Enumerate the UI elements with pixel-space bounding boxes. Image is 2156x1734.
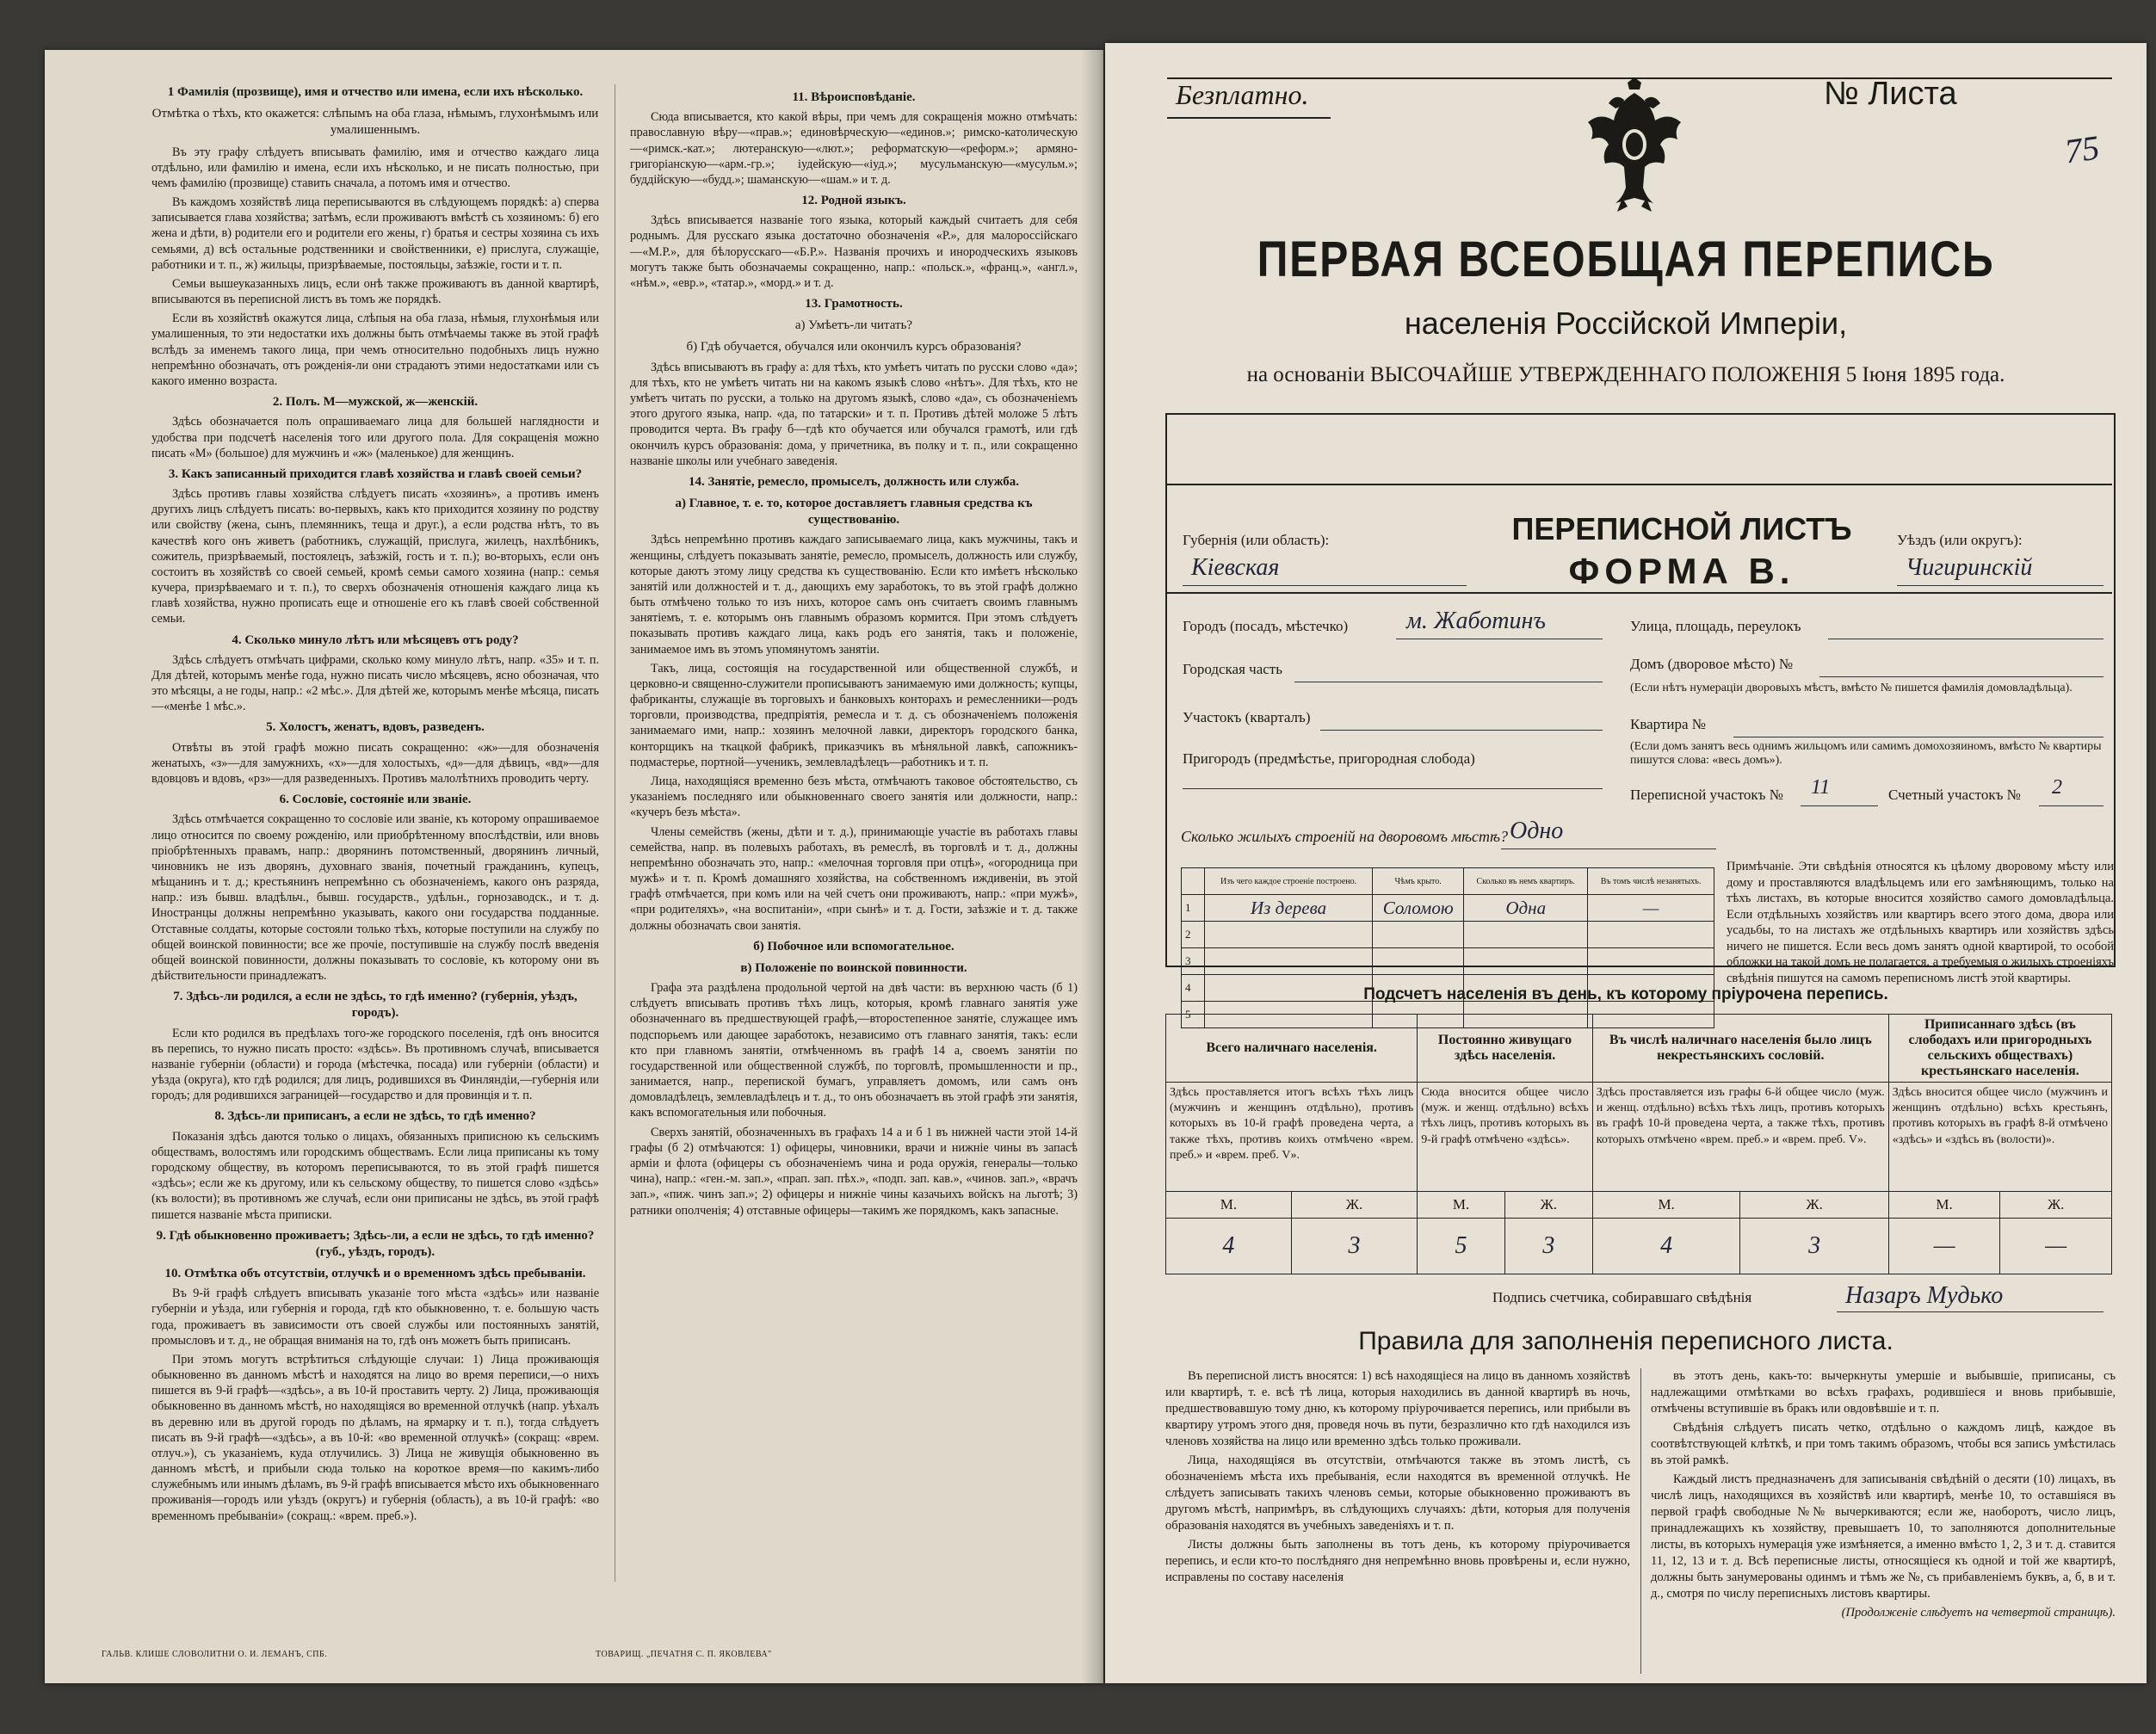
section-6-heading: 6. Сословіе, состояніе или званіе. xyxy=(279,793,472,807)
section-12-heading: 12. Родной языкъ. xyxy=(801,194,906,208)
sex-label: Ж. xyxy=(2000,1192,2112,1219)
count-value: — xyxy=(2000,1219,2112,1274)
section-13b-heading: б) Гдѣ обучается, обучался или окончилъ курсъ образованія? xyxy=(686,340,1022,355)
empty-cell: — xyxy=(1588,895,1714,922)
section-14a-heading: а) Главное, т. е. то, которое доставляетъ главныя средства къ существованію. xyxy=(675,497,1033,528)
underline xyxy=(1819,676,2103,677)
schet-uchastok-value: 2 xyxy=(2052,776,2062,799)
paragraph: Листы должны быть заполнены въ тотъ день, къ которому пріурочивается перепись, и если кто-то послѣдняго дня непремѣнно вновь провѣрены и, если нужно, исправлены по составу населенія xyxy=(1165,1537,1630,1584)
column-description: Здѣсь проставляется изъ графы 6-й общее число (муж. и женщ. отдѣльно) всѣхъ тѣхъ лицъ, противъ которыхъ въ графѣ 10-й проведена черта, а также тѣхъ, противъ которыхъ отмѣчено «врем. преб.» и «врем. преб. V». xyxy=(1592,1083,1888,1192)
printer-mark: ГАЛЬВ. КЛИШЕ СЛОВОЛИТНИ О. И. ЛЕМАНЪ, СПБ. xyxy=(102,1650,328,1659)
sex-label: Ж. xyxy=(1504,1192,1592,1219)
rules-title: Правила для заполненія переписного листа. xyxy=(1358,1327,1893,1355)
free-label: Безплатно. xyxy=(1176,79,1309,110)
empty-cell xyxy=(1588,922,1714,948)
guberniya-value: Кіевская xyxy=(1191,554,1280,581)
section-3-heading: 3. Какъ записанный приходится главѣ хозяйства и главѣ своей семьи? xyxy=(168,466,583,481)
divider xyxy=(1167,117,1331,119)
apartments-cell xyxy=(1464,922,1588,948)
count-value: 4 xyxy=(1592,1219,1740,1274)
material-cell xyxy=(1205,922,1373,948)
empty-cell xyxy=(1588,948,1714,975)
paragraph: Лица, находящіяся въ отсутствіи, отмѣчаются также въ этомъ листѣ, съ обозначеніемъ мѣста ихъ пребыванія, если находятся въ временной отлучкѣ. Не слѣдуетъ записывать такихъ членовъ семьи, которые обыкновенно проживаютъ въ другомъ мѣстѣ, напримѣръ, въ слѣдующихъ случаяхъ: дѣти, которыя для полученія образованія находятся въ учебныхъ заведеніяхъ и т. п. xyxy=(1165,1453,1630,1533)
paragraph: Лица, находящіяся временно безъ мѣста, отмѣчаютъ таковое обстоятельство, съ указаніемъ последняго или обыкновеннаго своего занятія или должности, напр.: «кучеръ безъ мѣста». xyxy=(630,774,1078,820)
paragraph: Въ каждомъ хозяйствѣ лица переписываются въ слѣдующемъ порядкѣ: а) сперва записывается глава хозяйства; затѣмъ, если проживаютъ вмѣстѣ съ хозяиномъ: б) его жена и дѣти, в) родители его и родители его жены, г) братья и сестры хозяина съ ихъ семьями, д) всѣ остальные родственники и свойственники, е) прислуга, служащіе, работники и т. п., ж) жильцы, призрѣваемые, постояльцы, заѣзжіе, гости и т. п. xyxy=(151,195,599,272)
buildings-question: Сколько жилыхъ строеній на дворовомъ мѣстѣ? xyxy=(1181,828,1508,845)
paragraph: Каждый листъ предназначенъ для записыванія свѣдѣній о десяти (10) лицахъ, въ числѣ лицъ, находящихся въ хозяйствѣ или квартирѣ, менѣе 10, то оставшіяся въ первой графѣ свободные №№ вычеркиваются; если же, наоборотъ, число лицъ, принадлежащихъ къ хозяйству, превышаетъ 10, то заполняются дополнительные листы, въ которыхъ нумерація уже измѣняется, а именно вмѣсто 1, 2, 3 и т. д. ставится 11, 12, 13 и т. д. Всѣ переписные листы, относящіеся къ одной и той же квартирѣ, должны быть занумерованы одинмъ и тѣмъ же №, съ прибавленіемъ буквъ, а, б, в и т. д., смотря по числу переписныхъ листовъ квартиры. xyxy=(1651,1472,2116,1601)
table-row xyxy=(1182,948,1714,975)
sex-label: М. xyxy=(1888,1192,2000,1219)
material-cell xyxy=(1205,948,1373,975)
street-label: Улица, площадь, переулокъ xyxy=(1630,618,1801,634)
column-description: Здѣсь вносится общее число (мужчинъ и женщинъ отдѣльно) всѣхъ крестьянъ, противъ которыхъ въ графѣ 8-й отмѣчено «здѣсь» и «здѣсь въ (волости)». xyxy=(1888,1083,2111,1192)
paragraph: Въ эту графу слѣдуетъ вписывать фамилію, имя и отчество каждаго лица отдѣльно, или фамилію и имена, если ихъ нѣсколько, и не писать полностью, при чемъ фамилію (прозвище) ставить сначала, а потомъ имя и отчество. xyxy=(151,145,599,190)
kvartira-label: Квартира № xyxy=(1630,716,1707,732)
gorod-label: Городъ (посадъ, мѣстечко) xyxy=(1183,618,1349,634)
rules-column-1 xyxy=(1165,1368,1630,1589)
dom-label: Домъ (дворовое мѣсто) № xyxy=(1630,656,1794,672)
continuation-note: (Продолженіе слѣдуетъ на четвертой страницѣ). xyxy=(1841,1605,2116,1620)
form-title: ПЕРЕПИСНОЙ ЛИСТЪ xyxy=(1511,511,1852,546)
section-8-heading: 8. Здѣсь-ли приписанъ, а если не здѣсь, то гдѣ именно? xyxy=(214,1109,536,1124)
schet-uchastok-label: Счетный участокъ № xyxy=(1888,787,2021,803)
roof-cell: Соломою xyxy=(1373,895,1464,922)
sex-label: М. xyxy=(1592,1192,1740,1219)
paragraph: Семьи вышеуказанныхъ лицъ, если онѣ также проживаютъ въ данной квартирѣ, вписываются въ переписной листъ въ томъ же порядкѣ. xyxy=(151,276,599,307)
gorod-part-label: Городская часть xyxy=(1183,661,1282,677)
paragraph: Отвѣты въ этой графѣ можно писать сокращенно: «ж»—для обозначенія женатыхъ, «з»—для замужнихъ, «х»—для холостыхъ, «д»—для дѣвицъ, «вд»—для вдовцовъ и вдовъ, «рз»—для разведенныхъ. Противъ малолѣтнихъ проводить черту. xyxy=(151,740,599,786)
table-header: Въ томъ числѣ незанятыхъ. xyxy=(1588,868,1714,895)
section-13a-heading: а) Умѣетъ-ли читать? xyxy=(794,318,913,333)
section-4-heading: 4. Сколько минуло лѣтъ или мѣсяцевъ отъ роду? xyxy=(232,633,519,647)
paragraph: При этомъ могутъ встрѣтиться слѣдующіе случаи: 1) Лица проживающія обыкновенно въ данномъ мѣстѣ и находятся на лицо во время переписи,—о нихъ пишется въ 9-й графѣ—«здѣсь», а въ 10-й проставить черту. 2) Лица, проживающія обыкновенно въ данномъ мѣстѣ, но находящіяся во временной отлучкѣ (напр. уѣхалъ въ деревню или въ другой городъ по дѣламъ, на ярмарку и т. п.), тогда слѣдуетъ писать въ 9-й графѣ—«здѣсь», а въ 10-й: «во временной отлучкѣ» (сокращ: «врем. отлуч.»), съ указаніемъ, куда отлучились. 3) Лица не живущія обыкновенно въ данномъ мѣстѣ, и прибыли сюда только на короткое время—по какимъ-либо служебнымъ или инымъ дѣламъ, въ 9-й графѣ вписывается мѣсто ихъ обыкновеннаго проживанія—городъ или уѣздъ (округъ) и губернія (область), а въ 10-й графѣ: «во временномъ пребываніи» (сокращ.: «врем. преб.»). xyxy=(151,1352,599,1523)
paragraph: Здѣсь обозначается полъ опрашиваемаго лица для большей наглядности и удобства при подсчетѣ населенія того или другого пола. Для сокращенія можно писать «М» (большое) для мужчинъ и «ж» (маленькое) для женщинъ. xyxy=(151,415,599,460)
sex-label: Ж. xyxy=(1740,1192,1888,1219)
section-1-heading: 1 Фамилія (прозвище), имя и отчество или имена, если ихъ нѣсколько. xyxy=(167,85,584,99)
paragraph: Здѣсь вписывается названіе того языка, который каждый считаетъ для себя роднымъ. Для русскаго языка достаточно обозначенія «Р.», для малороссійскаго—«М.Р.», для бѣлорусскаго—«Б.Р.». Названія прочихъ и инородческихъ языковъ могутъ также быть обозначаемы сокращенно, напр.: «польск.», «франц.», «англ.», «нѣм.», «евр.», «татар.», «морд.» и т. д. xyxy=(630,213,1078,290)
material-cell: Из дерева xyxy=(1205,895,1373,922)
count-value: 3 xyxy=(1291,1219,1417,1274)
guberniya-label: Губернія (или область): xyxy=(1183,532,1330,548)
form-subtitle: ФОРМА В. xyxy=(1568,551,1795,591)
divider xyxy=(1165,484,2112,485)
sex-label: М. xyxy=(1418,1192,1505,1219)
buildings-answer: Одно xyxy=(1510,818,1564,844)
uezd-value: Чигиринскій xyxy=(1906,554,2033,581)
section-9-heading: 9. Гдѣ обыкновенно проживаетъ; Здѣсь-ли, а если не здѣсь, то гдѣ именно? (губ., уѣздъ, городъ). xyxy=(156,1228,595,1259)
paragraph: въ этотъ день, какъ-то: вычеркнуты умершіе и выбывшіе, приписаны, съ надлежащими отмѣтками во всѣхъ графахъ, родившіеся и вновь прибывшіе, отмѣчены вступившіе въ бракъ или овдовѣвшіе и т. п. xyxy=(1651,1369,2116,1416)
row-number: 5 xyxy=(1182,1002,1205,1028)
table-header: Въ числѣ наличнаго населенія было лицъ некрестьянскихъ сословій. xyxy=(1592,1015,1888,1083)
count-value: 5 xyxy=(1418,1219,1505,1274)
section-14-heading: 14. Занятіе, ремесло, промыселъ, должность или служба. xyxy=(688,474,1020,489)
sex-label: Ж. xyxy=(1291,1192,1417,1219)
paragraph: Если въ хозяйствѣ окажутся лица, слѣпыя на оба глаза, нѣмыя, глухонѣмыя или умалишенныя, то эти недостатки ихъ должны быть отмѣчаемы также въ этой графѣ вслѣдъ за именемъ такого лица, при чемъ относительно подобныхъ лицъ нужно непремѣнно обозначать, отъ рожденія-ли они страдаютъ этими недостатками или съ какого именно возраста. xyxy=(151,312,599,388)
table-header: Чѣмъ крыто. xyxy=(1373,868,1464,895)
fold-shadow xyxy=(1081,50,1103,1683)
table-header: Всего наличнаго населенія. xyxy=(1166,1015,1418,1083)
paragraph: Члены семействъ (жены, дѣти и т. д.), принимающіе участіе въ работахъ главы семейства, напр. въ полевыхъ работахъ, въ ремеслѣ, въ торговлѣ и т. д., должны непремѣнно обозначать это, напр.: «мелочная торговля при отцѣ», «огородница при мужѣ» и т. п. Кромѣ домашняго хозяйства, на собственномъ иждивеніи, въ этой графѣ отмѣчается, при комъ или на чей счетъ они проживаютъ, напр.: «при мужѣ», «при родителяхъ», «на воспитаніи», «при сынѣ» и т. д. Гости, заѣзжіе и т. д. также должны обозначать свои занятія. xyxy=(630,824,1078,933)
section-13-heading: 13. Грамотность. xyxy=(805,297,903,312)
table-row xyxy=(1182,922,1714,948)
signature-value: Назаръ Мудько xyxy=(1845,1282,2004,1309)
rules-column-2 xyxy=(1651,1368,2116,1624)
sheet-number-label: № Листа xyxy=(1824,76,1957,112)
underline xyxy=(1320,730,1603,731)
underline xyxy=(1837,1311,2103,1312)
underline xyxy=(1501,848,1716,849)
signature-label: Подпись счетчика, собиравшаго свѣдѣнія xyxy=(1492,1289,1752,1305)
subtitle: населенія Россійской Имперіи, xyxy=(1404,305,1848,341)
kvartira-note: (Если домъ занятъ весь однимъ жильцомъ или самимъ домохозяиномъ, вмѣсто № квартиры пишутся слова: «весь домъ»). xyxy=(1630,740,2102,767)
underline xyxy=(1183,788,1603,789)
population-table xyxy=(1165,1014,2112,1274)
column-divider xyxy=(1640,1368,1641,1674)
page-title: ПЕРВАЯ ВСЕОБЩАЯ ПЕРЕПИСЬ xyxy=(1257,231,1995,287)
double-headed-eagle-icon xyxy=(1583,77,1686,215)
underline xyxy=(1183,585,1467,586)
column-description: Здѣсь проставляется итогъ всѣхъ тѣхъ лицъ (мужчинъ и женщинъ отдѣльно), противъ которыхъ въ 10-й графѣ проведена черта, а также тѣхъ, противъ коихъ отмѣчено «врем. преб.» и «врем. преб. V». xyxy=(1166,1083,1418,1192)
perepis-uchastok-value: 11 xyxy=(1811,776,1831,799)
count-value: 4 xyxy=(1166,1219,1292,1274)
buildings-note: Примѣчаніе. Эти свѣдѣнія относятся къ цѣлому дворовому мѣсту или дому и проставляются владѣльцемъ или его замѣняющимъ, только на тѣхъ листахъ, въ которые вносится хозяйство самого домовладѣльца. Если отдѣльныхъ хозяйствъ или квартиръ всего этого дома, двора или усадьбы, то на листахъ же отдѣльныхъ квартиръ или хозяйствъ здѣсь ничего не пишется. Если весь домъ занятъ одной квартирой, то особой обложки на такой домъ не полагается, а требуемыя о жилыхъ строеніяхъ свѣдѣнія пишутся на самомъ переписномъ листѣ этой квартиры. xyxy=(1727,860,2114,985)
row-number: 1 xyxy=(1182,895,1205,922)
paragraph: Въ 9-й графѣ слѣдуетъ вписывать указаніе того мѣста «здѣсь» или названіе губерніи и уѣзда, или губернія и города, гдѣ кто обыкновенно, т. е. большую часть года, проживаетъ въ зависимости отъ своей службы или постоянныхъ занятій, промысловъ и т. д., не обращая вниманія на то, гдѣ онъ можетъ быть приписанъ. xyxy=(151,1287,599,1348)
roof-cell xyxy=(1373,922,1464,948)
left-column-1 xyxy=(151,84,599,1527)
printer-mark: ТОВАРИЩ. „ПЕЧАТНЯ С. П. ЯКОВЛЕВА" xyxy=(596,1650,772,1659)
underline xyxy=(1897,585,2103,586)
table-header: Постоянно живущаго здѣсь населенія. xyxy=(1418,1015,1593,1083)
row-number: 2 xyxy=(1182,922,1205,948)
right-page xyxy=(1105,43,2147,1683)
paragraph: Здѣсь непремѣнно противъ каждаго записываемаго лица, какъ мужчины, такъ и женщины, слѣдуетъ показывать занятіе, ремесло, промыселъ, должность или службу, которые даютъ этому лицу средства къ существованію. Если кто имѣетъ нѣсколько занятій или должностей и т. д., дающихъ ему заработокъ, то въ этой графѣ должно быть отмѣчено только то изъ нихъ, которое самъ онъ считаетъ своимъ главнымъ занятіемъ, т. е. которымъ онъ главнымъ образомъ кормится. При этомъ слѣдуетъ показывать противъ каждаго лица, какъ родъ его занятія, такъ и положеніе, занимаемое имъ въ этомъ упомянутомъ занятіи. xyxy=(630,533,1078,657)
paragraph: Сюда вписывается, кто какой вѣры, при чемъ для сокращенія можно отмѣчать: православную вѣру—«прав.»; единовѣрческую—«единов.»; римско-католическую—«римск.-кат.»; лютеранскую—«лют.»; реформатскую—«реформ.»; армяно-григоріанскую—«арм.-гр.»; іудейскую—«іуд.»; мусульманскую—«мусульм.»; буддійскую—«будд.»; шаманскую—«шам.» и т. д. xyxy=(630,110,1078,187)
sheet-number-value: 75 xyxy=(2062,127,2102,171)
paragraph: Показанія здѣсь даются только о лицахъ, обязанныхъ приписною къ сельскимъ обществамъ, волостямъ или городскимъ обществамъ. Если лица приписаны къ тому городскому обществу, въ которомъ переписываются, то въ этой графѣ пишется «здѣсь»; если же къ другому, или къ сельскому обществу, то пишется слово «здѣсь» (къ волости); въ противномъ же случаѣ, если они приписаны не здѣсь, въ этой графѣ пишется названіе мѣста приписки. xyxy=(151,1129,599,1222)
table-header: Приписаннаго здѣсь (въ слободахъ или пригородныхъ сельскихъ обществахъ) крестьянскаго населенія. xyxy=(1888,1015,2111,1083)
underline xyxy=(2039,805,2103,806)
row-number: 3 xyxy=(1182,948,1205,975)
divider xyxy=(1165,592,2112,594)
paragraph: Такъ, лица, состоящія на государственной или общественной службѣ, и церковно-и священно-служители прописываютъ занимаемую ими должность; купцы, фабриканты, служащіе въ торговыхъ и банковыхъ конторахъ и ремесленники—родъ торговли, производства, предпріятія, ремесла и т. д. съ обозначеніемъ положенія занимаемаго ими, напр.: хозяинъ мелочной лавки, директоръ городского банка, конторщикъ на ткацкой фабрикѣ, приказчикъ въ мѣняльной лавкѣ, сапожникъ-подмастерье, портной—ученикъ, землевладѣлецъ—работникъ и т. п. xyxy=(630,661,1078,769)
perepis-uchastok-label: Переписной участокъ № xyxy=(1630,787,1783,803)
paragraph: Въ переписной листъ вносятся: 1) всѣ находящіеся на лицо въ данномъ хозяйствѣ или квартирѣ, т. е. всѣ тѣ лица, которыя находились въ данной квартирѣ въ ночь, предшествовавшую тому дню, къ которому пріурочивается перепись, или прибыли въ квартиру утромъ этого дня, проведя ночь въ пути, безразлично кто гдѣ находился изъ членовъ хозяйства на лицо или временно здѣсь только проживали. xyxy=(1165,1369,1630,1448)
section-10-heading: 10. Отмѣтка объ отсутствіи, отлучкѣ и о временномъ здѣсь пребываніи. xyxy=(164,1267,586,1281)
section-11-heading: 11. Вѣроисповѣданіе. xyxy=(792,90,916,104)
section-1-subheading: Отмѣтка о тѣхъ, кто окажется: слѣпымъ на оба глаза, нѣмымъ, глухонѣмымъ или умалишеннымъ. xyxy=(151,107,599,138)
roof-cell xyxy=(1373,948,1464,975)
apartments-cell xyxy=(1464,948,1588,975)
apartments-cell: Одна xyxy=(1464,895,1588,922)
paragraph: Если кто родился въ предѣлахъ того-же городского поселенія, гдѣ онъ вносится въ перепись, то нужно писать просто: «здѣсь». Въ противномъ случаѣ, вписывается названіе губерніи (области) и города (мѣстечка, посада) или губерніи (области) и уѣзда (округа), кто гдѣ родился; для лицъ, родившихся въ Финляндіи,—губернія или городъ; для родившихся заграницей—государство и для провинція и т. п. xyxy=(151,1026,599,1103)
paragraph: Здѣсь слѣдуетъ отмѣчать цифрами, сколько кому минуло лѣтъ, напр. «35» и т. п. Для дѣтей, которымъ менѣе года, нужно писать число мѣсяцевъ, ясно обозначая, что это мѣсяцы, а не годы, напр.: «2 мѣс.». Для дѣтей же, которымъ менѣе мѣсяца, писать—«менѣе 1 мѣс.». xyxy=(151,652,599,714)
population-count-title: Подсчетъ населенія въ день, къ которому пріурочена перепись. xyxy=(1363,985,1888,1003)
paragraph: Графа эта раздѣлена продольной чертой на двѣ части: въ верхнюю часть (б 1) слѣдуетъ вписывать противъ тѣхъ лицъ, которыя, кромѣ главнаго занятія уже обозначеннаго въ предшествующей графѣ,—второстепенное занятіе, служащее имъ подспорьемъ или дающее заработокъ, независимо отъ главнаго занятія, такъ: если кто при главномъ занятіи, отмѣченномъ въ графѣ 14 а, своемъ занятіи по государственной или общественной службѣ, по торговлѣ, промышленности и пр., занимается, напр., перепиской бумагъ, управляетъ домомъ, или самъ онъ домовладѣлецъ, землевладѣлецъ и т. д., то онъ обозначаетъ въ этой графѣ эти занятія, какъ вспомогательныя или побочныя. xyxy=(630,981,1078,1120)
left-column-2 xyxy=(630,84,1078,1222)
paragraph: Здѣсь отмѣчается сокращенно то сословіе или званіе, къ которому опрашиваемое лицо относится по своему рожденію, или приобрѣтенному впослѣдствіи, или вновь пріобрѣтенныхъ правамъ, напр.: дворянинъ потомственный, дворянинъ личный, чиновникъ не изъ дворянъ, духовнаго званія, почетный гражданинъ, купецъ, мѣщанинъ и т. д.; крестьянинъ непремѣнно съ обозначеніемъ, какого онъ разряда, напр.: изъ бывш. владѣльч., бывш. государств., удѣльн., горнозаводск., и т. д. Иностранцы должны непремѣнно указывать, какого они государства подданные. Отставные солдаты, которые состояли только тѣхъ, которые поступили на службу по общей воинской повинности; все же прочіе, поступившіе на службу послѣ введенія общей воинской повинности, должны показывать то сословіе, къ которому они въ дѣйствительности принадлежатъ. xyxy=(151,812,599,984)
count-value: 3 xyxy=(1504,1219,1592,1274)
left-page xyxy=(45,50,1103,1683)
table-row xyxy=(1182,895,1714,922)
count-value: 3 xyxy=(1740,1219,1888,1274)
prigorod-label: Пригородъ (предмѣстье, пригородная слобода) xyxy=(1183,750,1475,767)
table-header xyxy=(1182,868,1205,895)
section-2-heading: 2. Полъ. М—мужской, ж—женскій. xyxy=(272,395,479,410)
section-14c-heading: в) Положеніе по воинской повинности. xyxy=(740,960,967,975)
paragraph: Сверхъ занятій, обозначенныхъ въ графахъ 14 а и б 1 въ нижней части этой 14-й графы (б 2) отмѣчаются: 1) офицеры, чиновники, врачи и нижніе чины въ запасѣ арміи и флота (офицеры съ обозначеніемъ чина и рода оружія, генералы—только чина), напр.: «ген.-м. зап.», «прап. зап. пѣх.», «подп. зап. кав.», «чинов. зап.», «врачъ зап.», «пиж. чинъ зап.»; 2) офицеры и нижніе чины казачьихъ войскъ на льготѣ; 3) ратники ополченія; 4) отставные офицеры—такимъ же порядкомъ, какъ запасные. xyxy=(630,1125,1078,1218)
row-number: 4 xyxy=(1182,975,1205,1002)
paragraph: Здѣсь противъ главы хозяйства слѣдуетъ писать «хозяинъ», а противъ именъ другихъ лицъ слѣдуетъ писать: во-первыхъ, какъ кто приходится хозяину по родству или свойству (жена, сынъ, племянникъ, теща и друг.), а если родства нѣтъ, то въ качествѣ кого онъ живетъ (работникъ, служащій, прислуга, жилецъ, нахлѣбникъ, сожитель, призрѣваемый, постоялецъ, заѣзжій, гость и т. п.); во-вторыхъ, если онъ состоитъ въ хозяйствѣ со своей семьей, кромѣ семьи самого хозяина (напр.: семья кучера, призрѣваемаго и т. п.), то сверхъ обозначенія отношенія каждаго лица къ главѣ хозяйства, нужно прописать еще и отношеніе его къ главѣ своей собственной семьи. xyxy=(151,487,599,626)
uchastok-label: Участокъ (кварталъ) xyxy=(1183,709,1311,725)
underline xyxy=(1801,805,1878,806)
gorod-value: м. Жаботинъ xyxy=(1406,608,1546,634)
paragraph: Здѣсь вписываютъ въ графу а: для тѣхъ, кто умѣетъ читать по русски слово «да»; для тѣхъ, кто не умѣетъ читать ни на какомъ языкѣ слово «нѣтъ». Для тѣхъ, кто не умѣетъ читать по русски, а только на другомъ языкѣ, слово «да», съ обозначеніемъ этого другого языка, напр. «да, по татарски» и т. п. Противъ дѣтей моложе 5 лѣтъ проводится черта. Въ графу б—гдѣ кто обучается или обучался грамотѣ, или гдѣ окончилъ курсъ образованія: дома, у причетника, въ полку и т. п., или сокращенно названіе школы или учебнаго заведенія. xyxy=(630,360,1078,468)
section-14b-heading: б) Побочное или вспомогательное. xyxy=(753,939,954,953)
section-7-heading: 7. Здѣсь-ли родился, а если не здѣсь, то гдѣ именно? (губернія, уѣздъ, городъ). xyxy=(173,990,578,1021)
legal-basis: на основаніи ВЫСОЧАЙШЕ УТВЕРЖДЕННАГО ПОЛОЖЕНІЯ 5 Іюня 1895 года. xyxy=(1246,363,2005,386)
column-description: Сюда вносится общее число (муж. и женщ. отдѣльно) всѣхъ тѣхъ лицъ, противъ которыхъ въ 9-й графѣ отмѣчено «здѣсь». xyxy=(1418,1083,1593,1192)
section-5-heading: 5. Холостъ, женатъ, вдовъ, разведенъ. xyxy=(266,720,485,735)
paragraph: Свѣдѣнія слѣдуетъ писать четко, отдѣльно о каждомъ лицѣ, каждое въ соотвѣтствующей клѣткѣ, и при томъ такимъ образомъ, чтобы вся запись умѣстилась въ этой рамкѣ. xyxy=(1651,1420,2116,1467)
count-value: — xyxy=(1888,1219,2000,1274)
sex-label: М. xyxy=(1166,1192,1292,1219)
table-header: Сколько въ немъ квартиръ. xyxy=(1464,868,1588,895)
dom-note: (Если нѣтъ нумераціи дворовыхъ мѣстъ, вмѣсто № пишется фамилія домовладѣльца). xyxy=(1630,682,2073,694)
uezd-label: Уѣздъ (или округъ): xyxy=(1897,532,2023,548)
table-header: Изъ чего каждое строеніе построено. xyxy=(1205,868,1373,895)
